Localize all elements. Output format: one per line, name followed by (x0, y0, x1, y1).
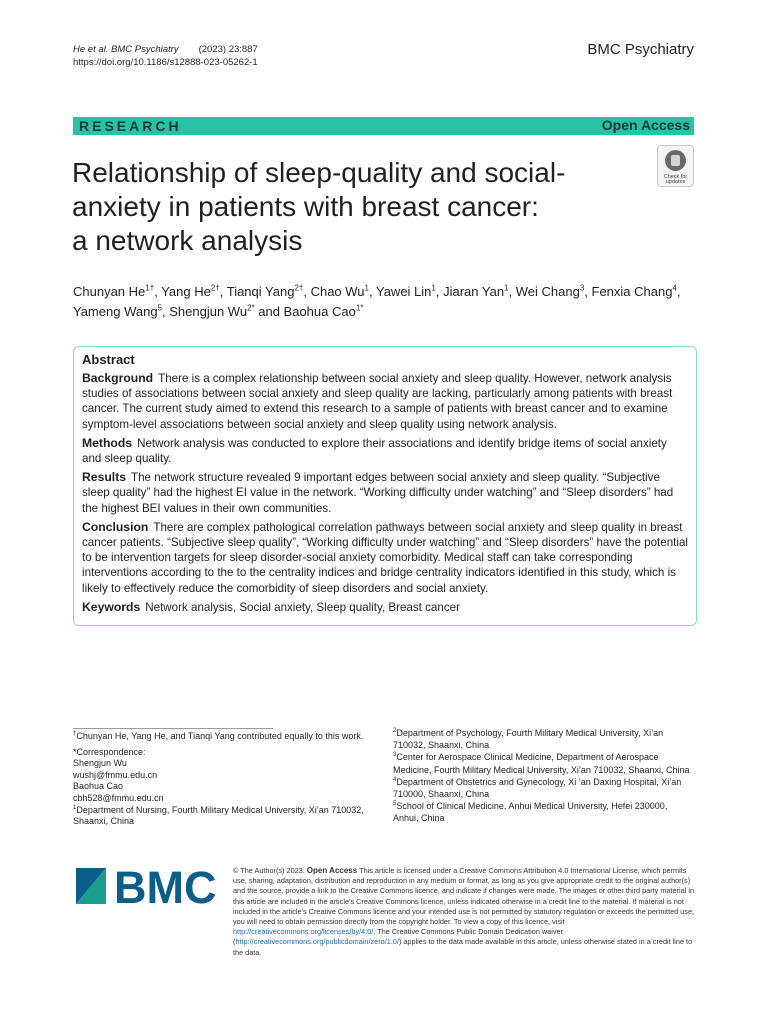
author[interactable]: Yang $He^{2\dagger}$ (161, 283, 220, 299)
article-type: RESEARCH (79, 118, 182, 134)
author[interactable]: Chao Wu$^1$ (310, 283, 369, 299)
correspondent-email[interactable]: cbh528@fmmu.edu.cn (73, 792, 164, 803)
bmc-logo-mark (76, 866, 218, 906)
abstract-heading: Abstract (82, 352, 135, 367)
author[interactable]: Fenxia Chang$^4$ (591, 283, 677, 299)
title-line: Relationship of sleep-quality and social- (72, 157, 566, 188)
affiliation: $^2$Department of Psychology, Fourth Military Medical University, Xi’an 710032, Shaanxi, China (393, 728, 664, 751)
equal-contribution-note: †Chunyan He, Yang He, and Tianqi Yang contributed equally to this work. (73, 731, 364, 741)
title-line: a network analysis (72, 225, 303, 256)
author[interactable]: Shengjun $Wu^{2*}$ (169, 303, 255, 319)
correspondent-email[interactable]: wushj@fmmu.edu.cn (73, 769, 158, 780)
check-for-updates-button[interactable] (657, 145, 694, 187)
bookmark-icon (665, 150, 686, 171)
affiliation: $^4$Department of Obstetrics and Gynecology, Xi ’an Daxing Hospital, Xi’an 710000, Shaanxi, China (393, 776, 682, 800)
abstract-box (73, 346, 697, 626)
title-line: anxiety in patients with breast cancer: (72, 191, 539, 222)
correspondence-label: *Correspondence: (73, 746, 146, 757)
author[interactable]: Wei Chang$^3$ (515, 283, 585, 299)
waiver-link[interactable]: http://creativecommons.org/publicdomain/zero/1.0/ (235, 937, 399, 947)
author-list: Chunyan $He^{1\dagger}$, Yang $He^{2\dagger}$, Tianqi Yang$^{2\dagger}$, Chao Wu$^1$, Yawei Lin$^1$, Jiaran Yan$^1$, Wei Chang$^3$, Fenxia Chang$^4$, Yameng Wang$^5$, Shengjun $Wu^{2*}$ and Baohua Cao$^{1*}$ (73, 283, 681, 319)
affiliation: $^3$Center for Aerospace Clinical Medicine, Department of Aerospace Medicine, Fourth Military Medical University, Xi’an 710032, Shaanxi, China (393, 752, 690, 775)
footnotes-left (73, 731, 368, 828)
citation: He et al. BMC Psychiatry (73, 44, 179, 55)
abstract-results: Results The network structure revealed 9 important edges between social anxiety and sleep quality. “Subjective sleep quality” had the highest EI value in the network. “Working difficulty under watching” and “Sleep disorders” had the highest BEI values in their own communities. (82, 470, 674, 515)
article-title (72, 156, 632, 258)
bmc-logo (76, 866, 218, 911)
correspondent-name: Shengjun Wu (73, 758, 127, 769)
abstract-methods: Methods Network analysis was conducted to explore their associations and identify bridge items of social anxiety and sleep quality. (82, 435, 667, 466)
license-text: © The Author(s) 2023. Open Access This article is licensed under a Creative Commons Attribution 4.0 International License, which permits use, sharing, adaptation, distribution and reproduction in any medium or format, as long as you give appropriate credit to the original author(s) and the source, provide a link to the Creative Commons licence, and indicate if changes were made. The images or other third party material in this article are included in the article’s Creative Commons licence, unless indicated otherwise in a credit line to the material. If material is not included in the article’s Creative Commons licence and your intended use is not permitted by statutory regulation or exceeds the permitted use, you will need to obtain permission directly from the copyright holder. To view a copy of this licence, visit http://creativecommons.org/licenses/by/4.0/. The Creative Commons Public Domain Dedication waiver (http://creativecommons.org/publicdomain/zero/1.0/) applies to the data made available in this article, unless otherwise stated in a credit line to the data. (233, 866, 695, 957)
footnote-divider (73, 728, 273, 729)
research-banner (73, 117, 694, 135)
author[interactable]: Jiaran Yan$^1$ (443, 283, 509, 299)
abstract-conclusion: Conclusion There are complex pathological correlation pathways between social anxiety and sleep quality in breast cancer patients. “Subjective sleep quality”, “Working difficulty under watching” and “Sleep disorders” have the potential to be intervention targets for sleep disorder-social anxiety comorbidity. Medical staff can take corresponding interventions according to the to the centrality indices and bridge centrality indicators identified in this study, which is likely to effectively reduce the comorbidity of sleep disorders and social anxiety. (82, 519, 688, 595)
check-updates-label: Check for (663, 174, 688, 180)
abstract-keywords: Keywords Network analysis, Social anxiety, Sleep quality, Breast cancer (82, 599, 460, 614)
journal-name: BMC Psychiatry (587, 41, 694, 58)
author[interactable]: Yawei Lin$^1$ (376, 283, 436, 299)
correspondent-name: Baohua Cao (73, 781, 124, 792)
author[interactable]: Chunyan $He^{1\dagger}$ (73, 283, 155, 299)
check-updates-label: updates (665, 179, 686, 185)
author[interactable]: Yameng Wang$^5$ (73, 303, 162, 319)
open-access-label: Open Access (601, 117, 690, 133)
license-link[interactable]: http://creativecommons.org/licenses/by/4.0/ (233, 927, 374, 937)
year-volume: (2023) 23:887 (198, 44, 258, 55)
author[interactable]: Tianqi Yang$^{2\dagger}$ (226, 283, 304, 299)
affiliation: $^1$Department of Nursing, Fourth Military Medical University, Xi’an 710032, Shaanxi, China (73, 804, 364, 827)
article-header (73, 43, 258, 69)
footnotes-right (393, 727, 693, 825)
abstract-background: Background There is a complex relationship between social anxiety and sleep quality. However, network analysis studies of associations between social anxiety and sleep quality are lacking, particularly among patients with breast cancer. The current study aimed to extend this research to a sample of patients with breast cancer and to examine symptom-level associations between social anxiety and sleep quality using network analysis. (82, 371, 673, 431)
author[interactable]: Baohua Cao$^{1*}$ (283, 303, 364, 319)
bmc-logo-text: BMC (114, 866, 217, 906)
affiliation: $^5$School of Clinical Medicine, Anhui Medical University, Hefei 230000, Anhui, China (393, 801, 668, 824)
doi-link[interactable]: https://doi.org/10.1186/s12888-023-05262-1 (73, 57, 258, 68)
